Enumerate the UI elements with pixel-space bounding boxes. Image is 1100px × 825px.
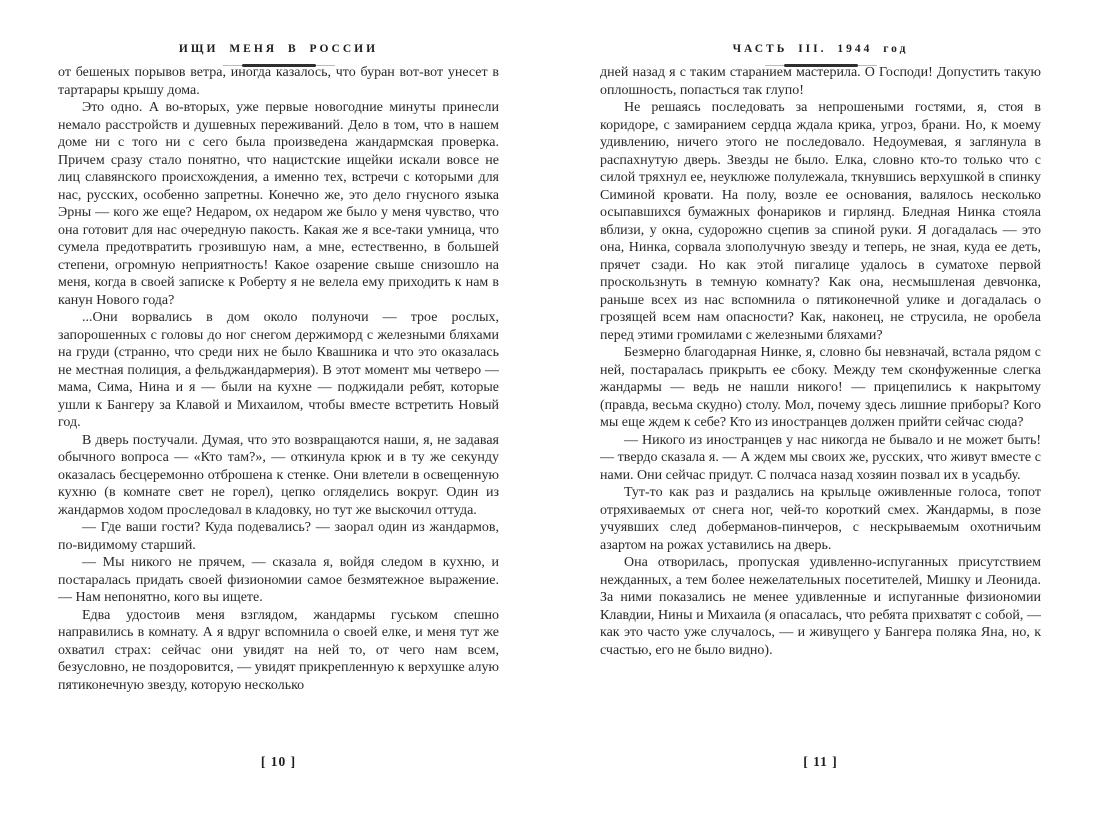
paragraph: от бешеных порывов ветра, иногда казалось, что буран вот-вот унесет в тартарары крышу дома. [58,65,499,98]
paragraph: дней назад я с таким старанием мастерила. О Господи! Допустить такую оплошность, попасться так глупо! [600,65,1041,98]
page-number-right: [ 11 ] [803,754,838,769]
paragraph: Не решаясь последовать за непрошеными гостями, я, стоя в коридоре, с замиранием сердца ждала крика, угроз, брани. Но, к моему удивлению, ничего этого не последовало. Недоумевая, я заглянула в распахнутую дверь. Звезды не было. Елка, словно кто-то только что с силой тряхнул ее, неуклюже полулежала, ткнувшись верхушкой в спинку Симиной кровати. На полу, возле ее основания, валялось несколько осыпавшихся бумажных фонариков и гирлянд. Бледная Нинка стояла вблизи, у окна, судорожно сцепив за спиной руки. Я догадалась — это она, Нинка, сорвала злополучную звезду и теперь, не зная, куда ее деть, прячет сзади. Но как этой пигалице удалось в суматохе первой проскользнуть в темную комнату? Как она, несмышленая девчонка, раньше всех из нас вспомнила о пятиконечной улике и догадалась о грозящей всем нам опасности? Как, наконец, не струсила, не оробела перед этими громилами с железными бляхами? [600,100,1041,343]
paragraph: ...Они ворвались в дом около полуночи — трое рослых, запорошенных с головы до ног снегом держиморд с железными бляхами на груди (странно, что среди них не было Квашника и что это оказалась не местная полиция, а фельджандармерия). В этот момент мы четверо — мама, Сима, Нина и я — были на кухне — поджидали ребят, которые ушли к Бангеру за Клавой и Михаилом, чтобы вместе встретить Новый год. [58,310,499,430]
page-body-right [600,64,1041,748]
paragraph: Едва удостоив меня взглядом, жандармы гуськом спешно направились в комнату. А я вдруг вспомнила о своей елке, и меня тут же охватил страх: сейчас они увидят на ней то, от чего нам всем, безусловно, не поздоровится, — увидят прикрепленную к верхушке алую пятиконечную звезду, которую несколько [58,607,499,693]
paragraph: Она отворилась, пропуская удивленно-испуганных присутствием нежданных, а тем более нежелательных посетителей, Мишку и Леонида. За ними показались не менее удивленные и испуганные физиономии Клавдии, Нины и Михаила (я опасалась, что ребята прихватят с собой, — как это часто уже случалось, — и живущего у Бангера поляка Яна, но, к счастью, его не было видно). [600,555,1041,658]
paragraph: — Где ваши гости? Куда подевались? — заорал один из жандармов, по-видимому старший. [58,520,499,553]
paragraph: — Мы никого не прячем, — сказала я, войдя следом в кухню, и постаралась придать своей физиономии самое безмятежное выражение. — Нам непонятно, кого вы ищете. [58,555,499,605]
chapter-header: ЧАСТЬ III. 1944 год [732,43,909,55]
paragraph: Это одно. А во-вторых, уже первые новогодние минуты принесли немало расстройств и душевных переживаний. Дело в том, что в нашем доме ни с того ни с сего была произведена жандармская проверка. Причем сразу стало понятно, что нацистские ищейки искали вовсе не лиц славянского происхождения, а именно тех, встречи с которыми для нас, русских, особенно запретны. Конечно же, это дело гнусного языка Эрны — кого же еще? Недаром, ох недаром же было у меня чувство, что она готовит для нас очередную пакость. Какая же я все-таки умница, что сумела предотвратить грозившую нам, а мне, естественно, в большей степени, огромную неприятность! Какое озарение свыше снизошло на меня, когда в своей записке к Роберту я не велела ему приходить к нам в канун Нового года? [58,100,499,308]
paragraph: — Никого из иностранцев у нас никогда не бывало и не может быть! — твердо сказала я. — А ждем мы своих же, русских, что живут вместе с нами. Они сейчас придут. С полчаса назад хозяин позвал их в усадьбу. [600,432,1041,483]
paragraph: В дверь постучали. Думая, что это возвращаются наши, я, не задавая обычного вопроса — «Кто там?», — откинула крюк и в ту же секунду оказалась бесцеремонно отброшена к стенке. Они влетели в освещенную кухню (в комнате свет не горел), цепко огляделись вокруг. Один из жандармов ходом проследовал в кладовку, но тут же выскочил оттуда. [58,432,499,518]
page-number-left: [ 10 ] [260,754,297,769]
book-title-header: ИЩИ МЕНЯ В РОССИИ [178,43,379,55]
running-head-left [58,39,499,67]
running-head-right [600,39,1041,67]
page-right [600,0,1041,825]
page-body-left [58,64,499,748]
page-left [58,0,499,825]
paragraph: Тут-то как раз и раздались на крыльце оживленные голоса, топот отряхиваемых от снега ног, чей-то короткий смех. Жандармы, в позе учуявших след доберманов-пинчеров, с нескрываемым охотничьим азартом на рожах уставились на дверь. [600,485,1041,553]
paragraph: Безмерно благодарная Нинке, я, словно бы невзначай, встала рядом с ней, постаралась прикрыть ее сбоку. Между тем сконфуженные слегка жандармы — ведь не нашли никого! — прицепились к накрытому (правда, весьма скудно) столу. Мол, почему здесь лишние приборы? Кого мы еще ждем к себе? Кто из иностранцев должен прийти сейчас сюда? [600,345,1041,430]
